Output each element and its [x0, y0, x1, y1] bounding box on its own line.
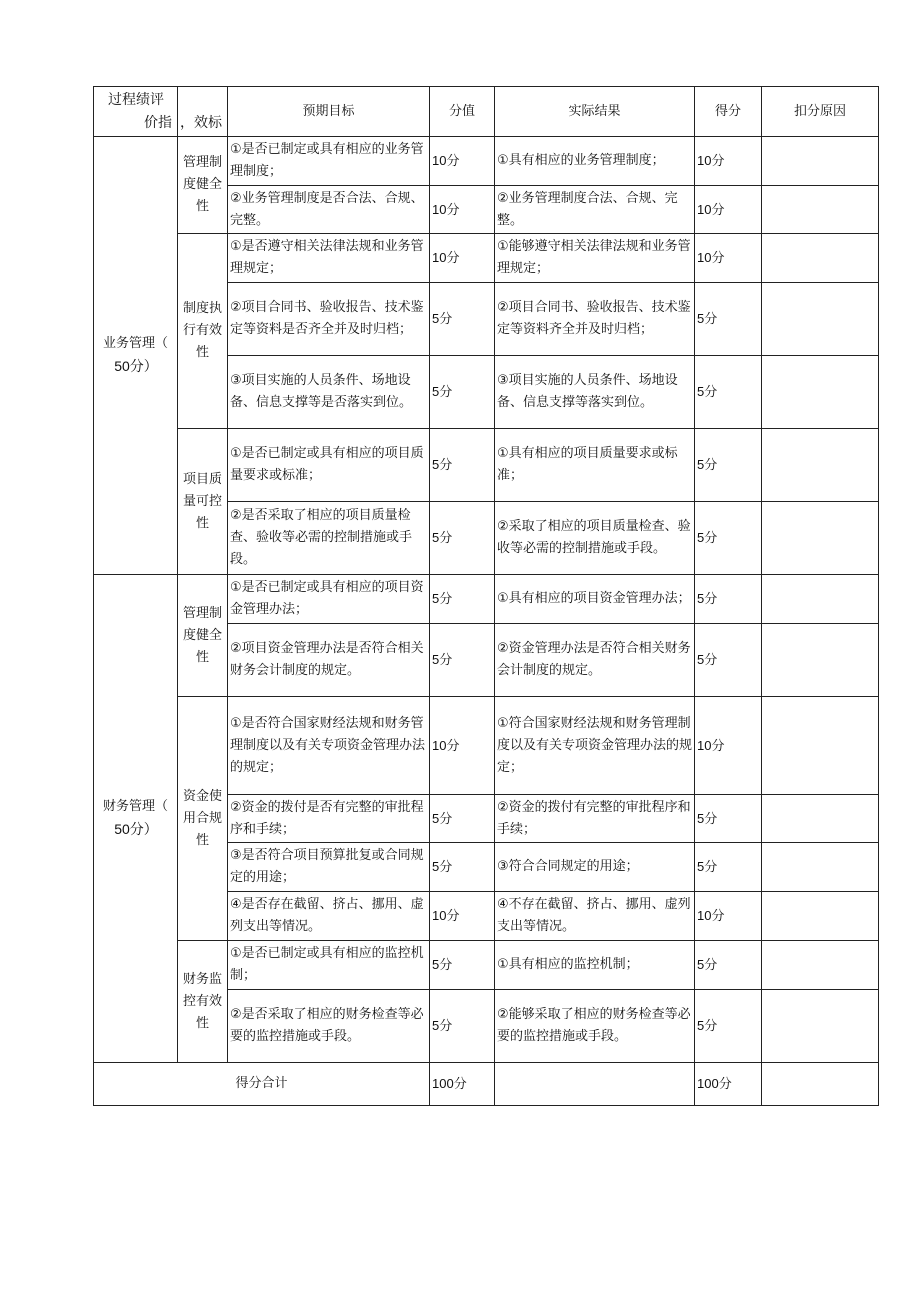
header-score-value: 分值: [430, 87, 495, 137]
total-value: 100分: [430, 1063, 495, 1106]
header-score-got: 得分: [695, 87, 762, 137]
deduction-cell: [762, 624, 879, 697]
goal-cell: ①是否已制定或具有相应的监控机制；: [228, 941, 430, 990]
deduction-cell: [762, 697, 879, 795]
goal-cell: ②是否采取了相应的财务检查等必要的监控措施或手段。: [228, 990, 430, 1063]
deduction-cell: [762, 843, 879, 892]
total-row: [94, 1063, 879, 1106]
score-got-cell: 5分: [695, 843, 762, 892]
score-value-cell: 5分: [430, 575, 495, 624]
goal-cell: ②项目资金管理办法是否符合相关财务会计制度的规定。: [228, 624, 430, 697]
subgroup-label: 制度执行有效性: [178, 234, 228, 429]
score-value-cell: 5分: [430, 283, 495, 356]
actual-cell: ①具有相应的业务管理制度；: [495, 137, 695, 186]
score-got-cell: 5分: [695, 990, 762, 1063]
section-name-line2: 50分）: [114, 357, 158, 374]
section-name-line2: 50分）: [114, 820, 158, 837]
goal-cell: ②项目合同书、验收报告、技术鉴定等资料是否齐全并及时归档；: [228, 283, 430, 356]
subgroup-label: 项目质量可控性: [178, 429, 228, 575]
score-got-cell: 10分: [695, 137, 762, 186]
subgroup-label: 管理制度健全性: [178, 137, 228, 234]
deduction-cell: [762, 502, 879, 575]
section-name-cell: [94, 575, 178, 1063]
score-value-cell: 5分: [430, 429, 495, 502]
actual-cell: ④不存在截留、挤占、挪用、虚列支出等情况。: [495, 892, 695, 941]
score-value-cell: 10分: [430, 892, 495, 941]
goal-cell: ②是否采取了相应的项目质量检查、验收等必需的控制措施或手段。: [228, 502, 430, 575]
score-got-cell: 5分: [695, 356, 762, 429]
actual-cell: ①具有相应的项目质量要求或标准；: [495, 429, 695, 502]
header-deduction: 扣分原因: [762, 87, 879, 137]
deduction-cell: [762, 575, 879, 624]
score-value-cell: 5分: [430, 843, 495, 892]
actual-cell: ②资金管理办法是否符合相关财务会计制度的规定。: [495, 624, 695, 697]
table-row: [94, 941, 879, 990]
score-got-cell: 10分: [695, 186, 762, 234]
subgroup-label: 资金使用合规性: [178, 697, 228, 941]
score-value-cell: 10分: [430, 697, 495, 795]
score-got-cell: 10分: [695, 892, 762, 941]
deduction-cell: [762, 234, 879, 283]
header-actual: 实际结果: [495, 87, 695, 137]
score-value-cell: 5分: [430, 990, 495, 1063]
section-name-cell: [94, 137, 178, 575]
goal-cell: ③是否符合项目预算批复或合同规定的用途；: [228, 843, 430, 892]
header-standard-cell: [178, 87, 228, 137]
actual-cell: ②能够采取了相应的财务检查等必要的监控措施或手段。: [495, 990, 695, 1063]
header-indicator-line1: 过程绩评: [108, 92, 164, 108]
goal-cell: ①是否已制定或具有相应的业务管理制度；: [228, 137, 430, 186]
table-body: [94, 87, 879, 1106]
goal-cell: ②业务管理制度是否合法、合规、完整。: [228, 186, 430, 234]
header-row: [94, 87, 879, 137]
actual-cell: ②项目合同书、验收报告、技术鉴定等资料齐全并及时归档；: [495, 283, 695, 356]
table-row: [94, 429, 879, 502]
score-got-cell: 5分: [695, 575, 762, 624]
score-got-cell: 5分: [695, 941, 762, 990]
actual-cell: ①具有相应的项目资金管理办法；: [495, 575, 695, 624]
score-value-cell: 5分: [430, 502, 495, 575]
total-label: 得分合计: [94, 1063, 430, 1106]
deduction-cell: [762, 429, 879, 502]
subgroup-label: 管理制度健全性: [178, 575, 228, 697]
deduction-cell: [762, 892, 879, 941]
goal-cell: ③项目实施的人员条件、场地设备、信息支撑等是否落实到位。: [228, 356, 430, 429]
score-got-cell: 5分: [695, 795, 762, 843]
score-got-cell: 5分: [695, 502, 762, 575]
goal-cell: ④是否存在截留、挤占、挪用、虚列支出等情况。: [228, 892, 430, 941]
header-indicator-line2: 价指: [144, 115, 172, 131]
header-goal: 预期目标: [228, 87, 430, 137]
goal-cell: ①是否符合国家财经法规和财务管理制度以及有关专项资金管理办法的规定；: [228, 697, 430, 795]
evaluation-table: [93, 86, 879, 1106]
actual-cell: ③项目实施的人员条件、场地设备、信息支撑等落实到位。: [495, 356, 695, 429]
section-name-line1: 业务管理（: [102, 335, 168, 351]
score-got-cell: 10分: [695, 697, 762, 795]
deduction-cell: [762, 356, 879, 429]
score-value-cell: 10分: [430, 137, 495, 186]
actual-cell: ②采取了相应的项目质量检查、验收等必需的控制措施或手段。: [495, 502, 695, 575]
score-value-cell: 5分: [430, 795, 495, 843]
actual-cell: ③符合合同规定的用途；: [495, 843, 695, 892]
table-row: [94, 697, 879, 795]
table-row: [94, 575, 879, 624]
deduction-cell: [762, 186, 879, 234]
actual-cell: ②业务管理制度合法、合规、完整。: [495, 186, 695, 234]
score-value-cell: 10分: [430, 186, 495, 234]
score-value-cell: 10分: [430, 234, 495, 283]
goal-cell: ①是否遵守相关法律法规和业务管理规定；: [228, 234, 430, 283]
section-name-line1: 财务管理（: [102, 798, 168, 814]
header-indicator-cell: [94, 87, 178, 137]
deduction-cell: [762, 941, 879, 990]
subgroup-label: 财务监控有效性: [178, 941, 228, 1063]
score-got-cell: 5分: [695, 429, 762, 502]
table-row: [94, 234, 879, 283]
total-reason: [762, 1063, 879, 1106]
score-value-cell: 5分: [430, 624, 495, 697]
table-row: [94, 137, 879, 186]
total-score: 100分: [695, 1063, 762, 1106]
deduction-cell: [762, 795, 879, 843]
score-value-cell: 5分: [430, 941, 495, 990]
score-got-cell: 5分: [695, 624, 762, 697]
deduction-cell: [762, 283, 879, 356]
score-got-cell: 5分: [695, 283, 762, 356]
deduction-cell: [762, 137, 879, 186]
score-value-cell: 5分: [430, 356, 495, 429]
actual-cell: ①符合国家财经法规和财务管理制度以及有关专项资金管理办法的规定；: [495, 697, 695, 795]
actual-cell: ①能够遵守相关法律法规和业务管理规定；: [495, 234, 695, 283]
deduction-cell: [762, 990, 879, 1063]
actual-cell: ②资金的拨付有完整的审批程序和手续；: [495, 795, 695, 843]
goal-cell: ①是否已制定或具有相应的项目资金管理办法；: [228, 575, 430, 624]
header-standard-label: ，效标: [180, 115, 222, 131]
total-actual: [495, 1063, 695, 1106]
goal-cell: ②资金的拨付是否有完整的审批程序和手续；: [228, 795, 430, 843]
goal-cell: ①是否已制定或具有相应的项目质量要求或标准；: [228, 429, 430, 502]
score-got-cell: 10分: [695, 234, 762, 283]
actual-cell: ①具有相应的监控机制；: [495, 941, 695, 990]
